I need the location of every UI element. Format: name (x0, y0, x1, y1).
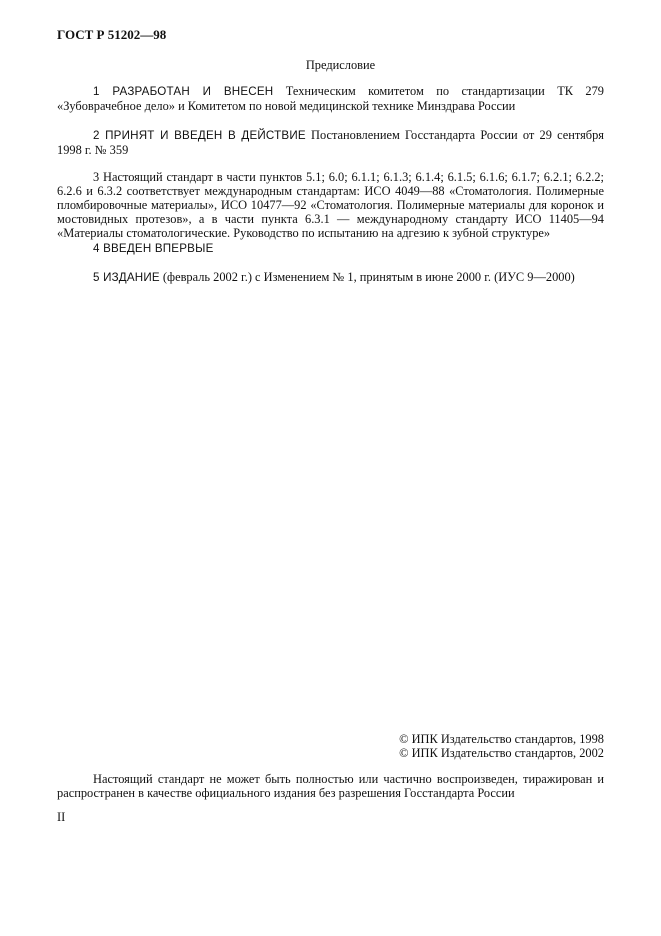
preface-item-2-text: Постановлением Госстандарта России от 29 сентября 1998 г. № 359 (57, 128, 604, 157)
copyright-line-1998: © ИПК Издательство стандартов, 1998 (399, 732, 604, 746)
preface-item-4 (57, 241, 604, 256)
copyright-line-2002: © ИПК Издательство стандартов, 2002 (399, 746, 604, 760)
preface-item-5 (57, 270, 604, 285)
preface-item-5-lead: 5 ИЗДАНИЕ (93, 271, 160, 284)
preface-item-5-text: (февраль 2002 г.) с Изменением № 1, принятым в июне 2000 г. (ИУС 9—2000) (159, 270, 575, 284)
preface-item-1-lead: 1 РАЗРАБОТАН И ВНЕСЕН (93, 85, 274, 98)
document-code: ГОСТ Р 51202—98 (57, 27, 167, 42)
preface-item-2-lead: 2 ПРИНЯТ И ВВЕДЕН В ДЕЙСТВИЕ (93, 129, 306, 142)
preface-item-2 (57, 128, 604, 157)
preface-item-4-lead: 4 ВВЕДЕН ВПЕРВЫЕ (93, 242, 214, 255)
preface-item-3-text: 3 Настоящий стандарт в части пунктов 5.1; 6.0; 6.1.1; 6.1.3; 6.1.4; 6.1.5; 6.1.6; 6.1.7; 6.2.1; 6.2.2; 6.2.6 и 6.3.2 соответствует международным стандартам: ИСО 4049—88 «Стоматология. Полимерные пломбировочные материалы», ИСО 10477—92 «Стоматология. Полимерные материалы для коронок и мостовидных протезов», а в части пункта 6.3.1 — международному стандарту ИСО 11405—94 «Материалы стоматологические. Руководство по испытанию на адгезию к зубной структуре» (57, 170, 604, 240)
preface-item-1 (57, 84, 604, 113)
reproduction-notice: Настоящий стандарт не может быть полностью или частично воспроизведен, тиражирован и распространен в качестве официального издания без разрешения Госстандарта России (57, 772, 604, 800)
preface-item-3 (57, 170, 604, 240)
preface-title: Предисловие (305, 58, 376, 72)
copyright-block (399, 732, 604, 760)
preface-item-1-text: Техническим комитетом по стандартизации ТК 279 «Зубоврачебное дело» и Комитетом по новой медицинской технике Минздрава России (57, 84, 604, 113)
page-number: II (57, 810, 66, 824)
